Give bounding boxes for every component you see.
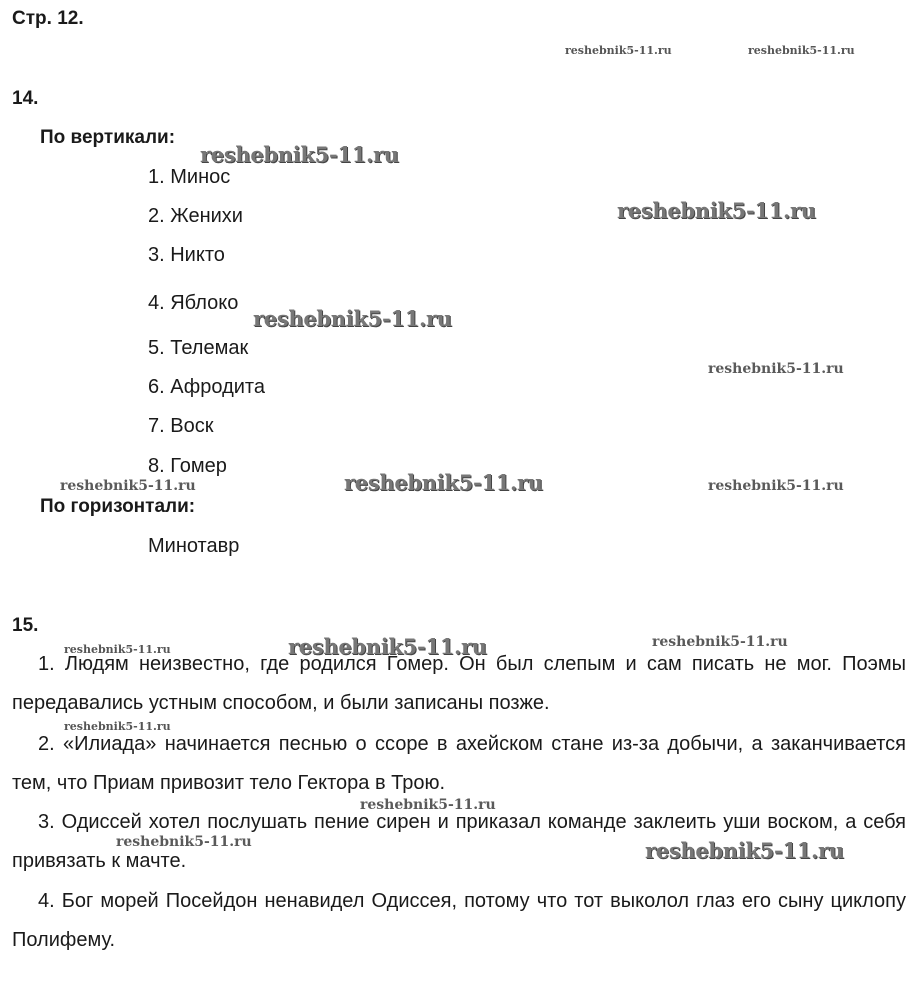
answer-paragraph-3: 3. Одиссей хотел послушать пение сирен и приказал команде заклеить уши воском, а себя привязать к мачте.: [12, 811, 906, 872]
watermark: reshebnik5-11.ru: [116, 834, 252, 850]
watermark: reshebnik5-11.ru: [652, 634, 788, 650]
vertical-answer-1: 1. Минос: [148, 166, 231, 188]
task-15-number: 15.: [12, 615, 39, 636]
vertical-answer-6: 6. Афродита: [148, 376, 265, 398]
watermark: reshebnik5-11.ru: [565, 44, 672, 57]
watermark: reshebnik5-11.ru: [645, 838, 844, 863]
watermark: reshebnik5-11.ru: [64, 643, 171, 656]
horizontal-heading: По горизонтали:: [40, 496, 196, 517]
task-14-number: 14.: [12, 88, 39, 109]
watermark: reshebnik5-11.ru: [344, 470, 543, 495]
watermark: reshebnik5-11.ru: [748, 44, 855, 57]
vertical-answer-8: 8. Гомер: [148, 455, 227, 477]
watermark: reshebnik5-11.ru: [253, 306, 452, 331]
answer-paragraph-4: 4. Бог морей Посейдон ненавидел Одиссея, потому что тот выколол глаз его сыну циклопу Полифему.: [12, 890, 906, 951]
vertical-answer-3: 3. Никто: [148, 244, 225, 266]
vertical-answer-5: 5. Телемак: [148, 337, 249, 359]
watermark: reshebnik5-11.ru: [360, 797, 496, 813]
horizontal-answer: Минотавр: [148, 535, 240, 557]
watermark: reshebnik5-11.ru: [288, 634, 487, 659]
answer-paragraph-1: 1. Людям неизвестно, где родился Гомер. Он был слепым и сам писать не мог. Поэмы передавались устным способом, и были записаны позже.: [12, 653, 906, 714]
vertical-answer-4: 4. Яблоко: [148, 292, 239, 314]
page-label: Стр. 12.: [12, 8, 84, 29]
watermark: reshebnik5-11.ru: [708, 361, 844, 377]
watermark: reshebnik5-11.ru: [708, 478, 844, 494]
vertical-heading: По вертикали:: [40, 127, 176, 148]
vertical-answer-2: 2. Женихи: [148, 205, 243, 227]
watermark: reshebnik5-11.ru: [60, 478, 196, 494]
watermark: reshebnik5-11.ru: [64, 720, 171, 733]
vertical-answer-7: 7. Воск: [148, 415, 214, 437]
watermark: reshebnik5-11.ru: [617, 198, 816, 223]
watermark: reshebnik5-11.ru: [200, 142, 399, 167]
answer-paragraph-2: 2. «Илиада» начинается песнью о ссоре в ахейском стане из-за добычи, а заканчивается тем, что Приам привозит тело Гектора в Трою.: [12, 733, 906, 794]
